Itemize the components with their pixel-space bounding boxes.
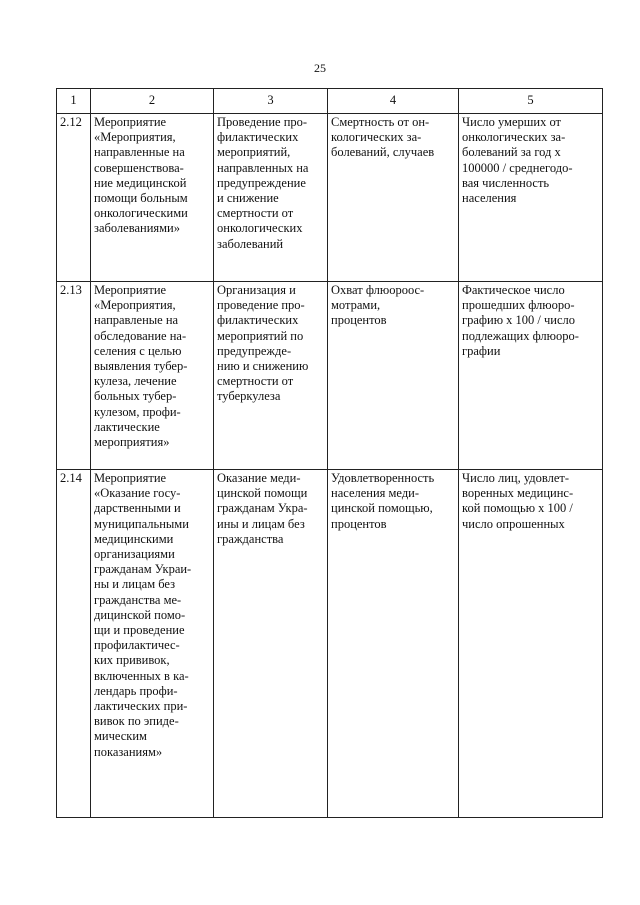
indicators-table xyxy=(56,88,603,818)
table-row xyxy=(57,282,603,470)
indicator-formula: Фактическое число прошедших флюоро- графию x 100 / число подлежащих флюоро- графии xyxy=(462,283,579,358)
indicator-name: Смертность от он- кологических за- болеваний, случаев xyxy=(331,115,435,160)
page-number: 25 xyxy=(314,61,326,75)
event-content: Организация и проведение про- филактических мероприятий по предупрежде- нию и снижению смертности от туберкулеза xyxy=(217,283,309,404)
table-header-row xyxy=(57,89,603,114)
event-content: Проведение про- филактических мероприятий, направленных на предупреждение и снижение смертности от онкологических заболеваний xyxy=(217,115,309,251)
indicator-name: Охват флюороос- мотрами, процентов xyxy=(331,283,425,328)
event-name: Мероприятие «Мероприятия, направленые на обследование на- селения с целью выявления тубер- кулеза, лечение больных тубер- кулезом, профи- лактические мероприятия» xyxy=(94,283,188,450)
header-cell-4: 4 xyxy=(328,89,459,114)
row-number: 2.13 xyxy=(57,282,91,470)
event-name: Мероприятие «Оказание госу- дарственными и муниципальными медицинскими организациями гражданам Украи- ны и лицам без гражданства ме- дицинской помо- щи и проведение профилактичес- ких прививок, включенных в ка- лендарь профи- лактических при- вивок по эпиде- мическим показаниям» xyxy=(94,471,192,759)
row-number: 2.12 xyxy=(57,114,91,282)
header-cell-5: 5 xyxy=(459,89,603,114)
event-name: Мероприятие «Мероприятия, направленные на совершенствова- ние медицинской помощи больным онкологическими заболеваниями» xyxy=(94,115,188,236)
row-number: 2.14 xyxy=(57,470,91,818)
header-cell-3: 3 xyxy=(214,89,328,114)
indicator-formula: Число лиц, удовлет- воренных медицинс- кой помощью x 100 / число опрошенных xyxy=(462,471,574,531)
header-cell-2: 2 xyxy=(91,89,214,114)
indicator-formula: Число умерших от онкологических за- болеваний за год x 100000 / среднегодо- вая численность населения xyxy=(462,115,573,206)
table-row xyxy=(57,470,603,818)
table-row xyxy=(57,114,603,282)
indicator-name: Удовлетворенность населения меди- цинской помощью, процентов xyxy=(331,471,435,531)
event-content: Оказание меди- цинской помощи гражданам Укра- ины и лицам без гражданства xyxy=(217,471,308,546)
header-cell-1: 1 xyxy=(57,89,91,114)
